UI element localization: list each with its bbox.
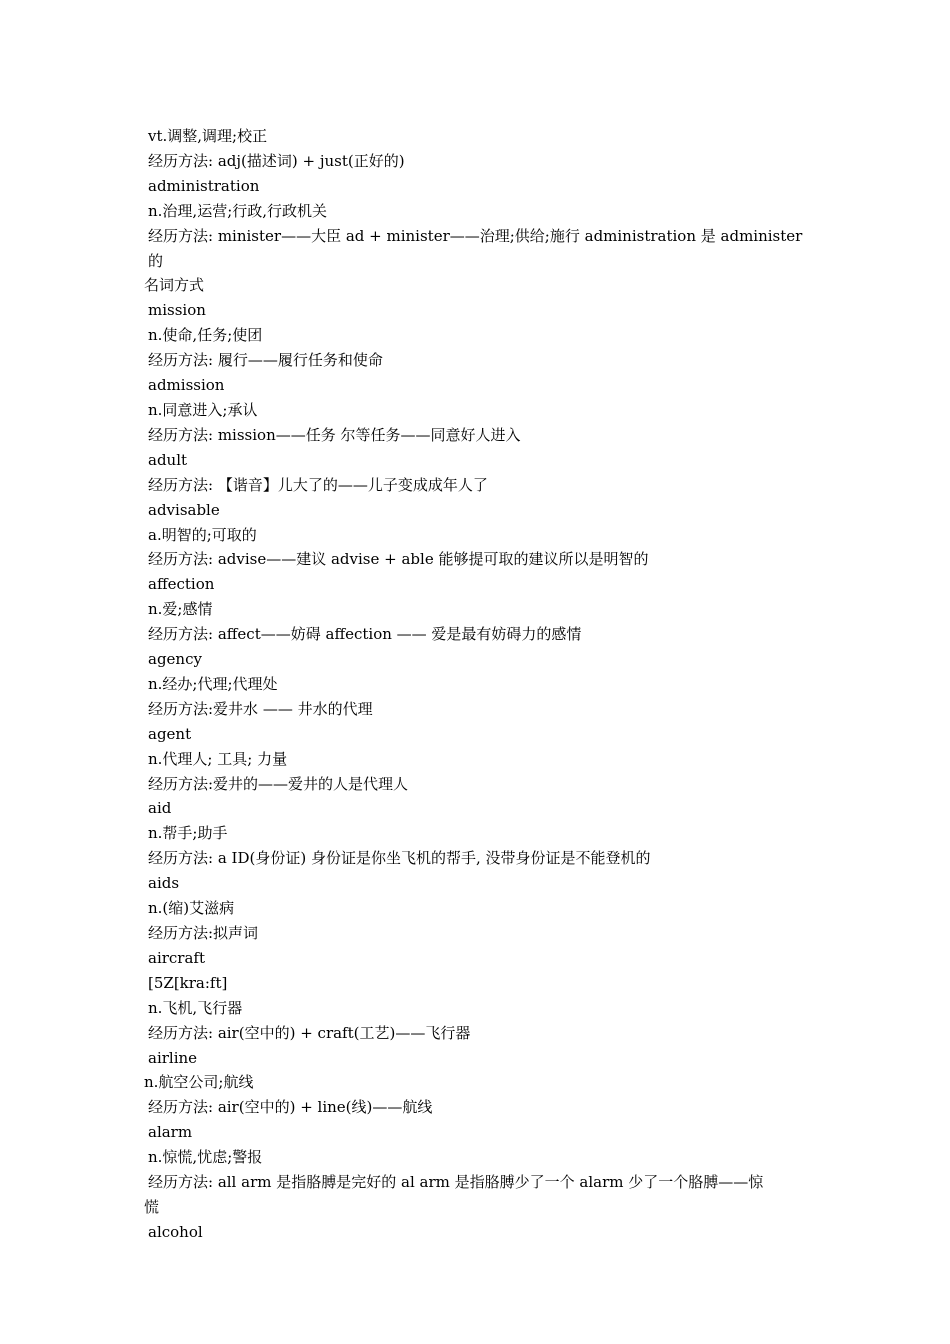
definition-line: n.治理,运营;行政,行政机关: [148, 201, 328, 220]
memory-method-line: 经历方法: mission——任务 尔等任务——同意好人进入: [148, 425, 521, 444]
pronunciation-line: [5Z[kra:ft]: [148, 973, 228, 992]
memory-method-line: 经历方法: 履行——履行任务和使命: [148, 351, 383, 370]
word-entry: advisable: [148, 500, 220, 519]
definition-line: n.经办;代理;代理处: [148, 674, 278, 693]
word-entry: affection: [148, 575, 215, 594]
memory-method-line: 经历方法: advise——建议 advise + able 能够提可取的建议所以是明智的: [148, 550, 649, 569]
word-entry: agent: [148, 724, 192, 743]
word-entry: agency: [148, 650, 202, 669]
word-entry: adult: [148, 450, 188, 469]
memory-method-line: 经历方法: 【谐音】儿大了的——儿子变成成年人了: [148, 475, 488, 494]
memory-method-continuation: 名词方式: [144, 276, 205, 295]
definition-line: n.同意进入;承认: [148, 400, 258, 419]
definition-line: n.惊慌,忧虑;警报: [148, 1148, 263, 1167]
vocabulary-text: [143, 124, 813, 1245]
definition-line: n.代理人; 工具; 力量: [148, 749, 288, 768]
word-entry: alcohol: [148, 1222, 203, 1241]
word-entry: aids: [148, 874, 180, 893]
memory-method-line: 经历方法: minister——大臣 ad + minister——治理;供给;施行 administration 是 administer 的: [148, 226, 808, 270]
word-entry: aircraft: [148, 948, 206, 967]
memory-method-line: 经历方法: air(空中的) + line(线)——航线: [148, 1098, 433, 1117]
definition-line: n.爱;感情: [148, 600, 213, 619]
word-entry: admission: [148, 376, 225, 395]
memory-method-line: 经历方法: a ID(身份证) 身份证是你坐飞机的帮手, 没带身份证是不能登机的: [148, 849, 651, 868]
definition-line: n.飞机,飞行器: [148, 998, 243, 1017]
word-entry: alarm: [148, 1123, 193, 1142]
memory-method-line: 经历方法: air(空中的) + craft(工艺)——飞行器: [148, 1023, 471, 1042]
memory-method-line: 经历方法: affect——妨碍 affection —— 爱是最有妨碍力的感情: [148, 625, 582, 644]
definition-line: n.使命,任务;使团: [148, 326, 263, 345]
memory-method-continuation: 慌: [144, 1197, 160, 1216]
memory-method-line: 经历方法:爱井的——爱井的人是代理人: [148, 774, 409, 793]
word-entry: mission: [148, 301, 206, 320]
definition-line: vt.调整,调理;校正: [148, 127, 268, 145]
memory-method-line: 经历方法:拟声词: [148, 924, 259, 942]
memory-method-line: 经历方法: adj(描述词) + just(正好的): [148, 151, 405, 170]
word-entry: aid: [148, 799, 172, 818]
word-entry: administration: [148, 176, 260, 195]
definition-line: a.明智的;可取的: [148, 525, 257, 544]
word-entry: airline: [148, 1048, 198, 1067]
definition-line: n.(缩)艾滋病: [148, 899, 235, 918]
memory-method-line: 经历方法: all arm 是指胳膊是完好的 al arm 是指胳膊少了一个 alarm 少了一个胳膊——惊: [148, 1173, 764, 1192]
definition-line: n.航空公司;航线: [144, 1073, 254, 1092]
definition-line: n.帮手;助手: [148, 824, 228, 843]
memory-method-line: 经历方法:爱井水 —— 井水的代理: [148, 699, 373, 718]
